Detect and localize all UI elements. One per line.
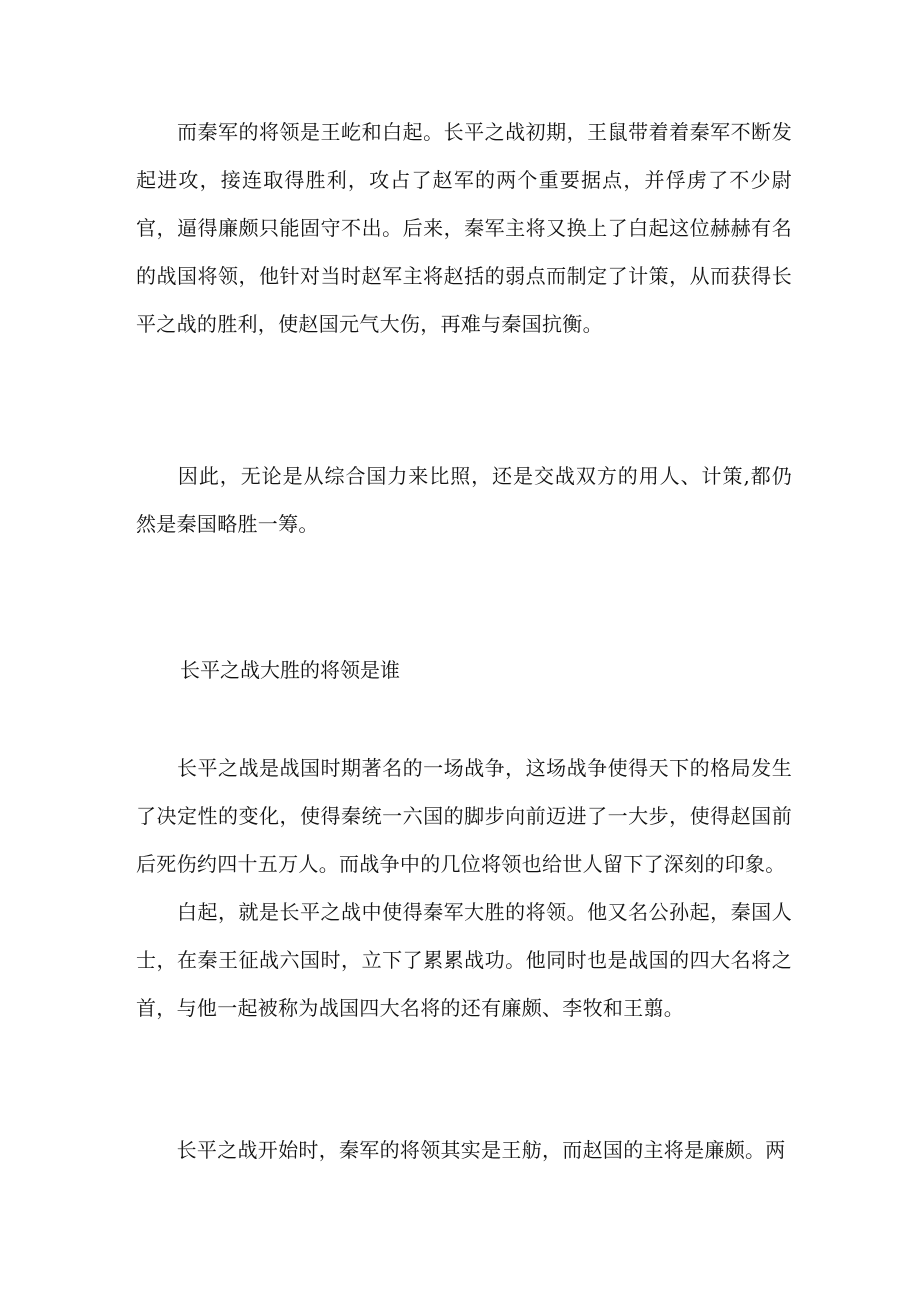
paragraph-conclusion: 因此，无论是从综合国力来比照，还是交战双方的用人、计策,都仍然是秦国略胜一筹。 xyxy=(136,464,792,536)
paragraph-qin-generals: 而秦军的将领是王屹和白起。长平之战初期，王鼠带着着秦军不断发起进攻，接连取得胜利，攻占了赵军的两个重要据点，并俘虏了不少尉官，逼得廉颇只能固守不出。后来，秦军主将又换上了白起这位赫赫有名的战国将领，他针对当时赵军主将赵括的弱点而制定了计策，从而获得长平之战的胜利，使赵国元气大伤，再难与秦国抗衡。 xyxy=(136,120,792,336)
paragraph-baiqi: 白起，就是长平之战中使得秦军大胜的将领。他又名公孙起，秦国人士，在秦王征战六国时，立下了累累战功。他同时也是战国的四大名将之首，与他一起被称为战国四大名将的还有廉颇、李牧和王翦。 xyxy=(136,900,792,1020)
paragraph-battle-start: 长平之战开始时，秦军的将领其实是王舫，而赵国的主将是廉颇。两 xyxy=(136,1138,786,1162)
section-heading: 长平之战大胜的将领是谁 xyxy=(180,658,400,682)
paragraph-changping-intro: 长平之战是战国时期著名的一场战争，这场战争使得天下的格局发生了决定性的变化，使得秦统一六国的脚步向前迈进了一大步，使得赵国前后死伤约四十五万人。而战争中的几位将领也给世人留下了深刻的印象。 xyxy=(136,756,792,876)
